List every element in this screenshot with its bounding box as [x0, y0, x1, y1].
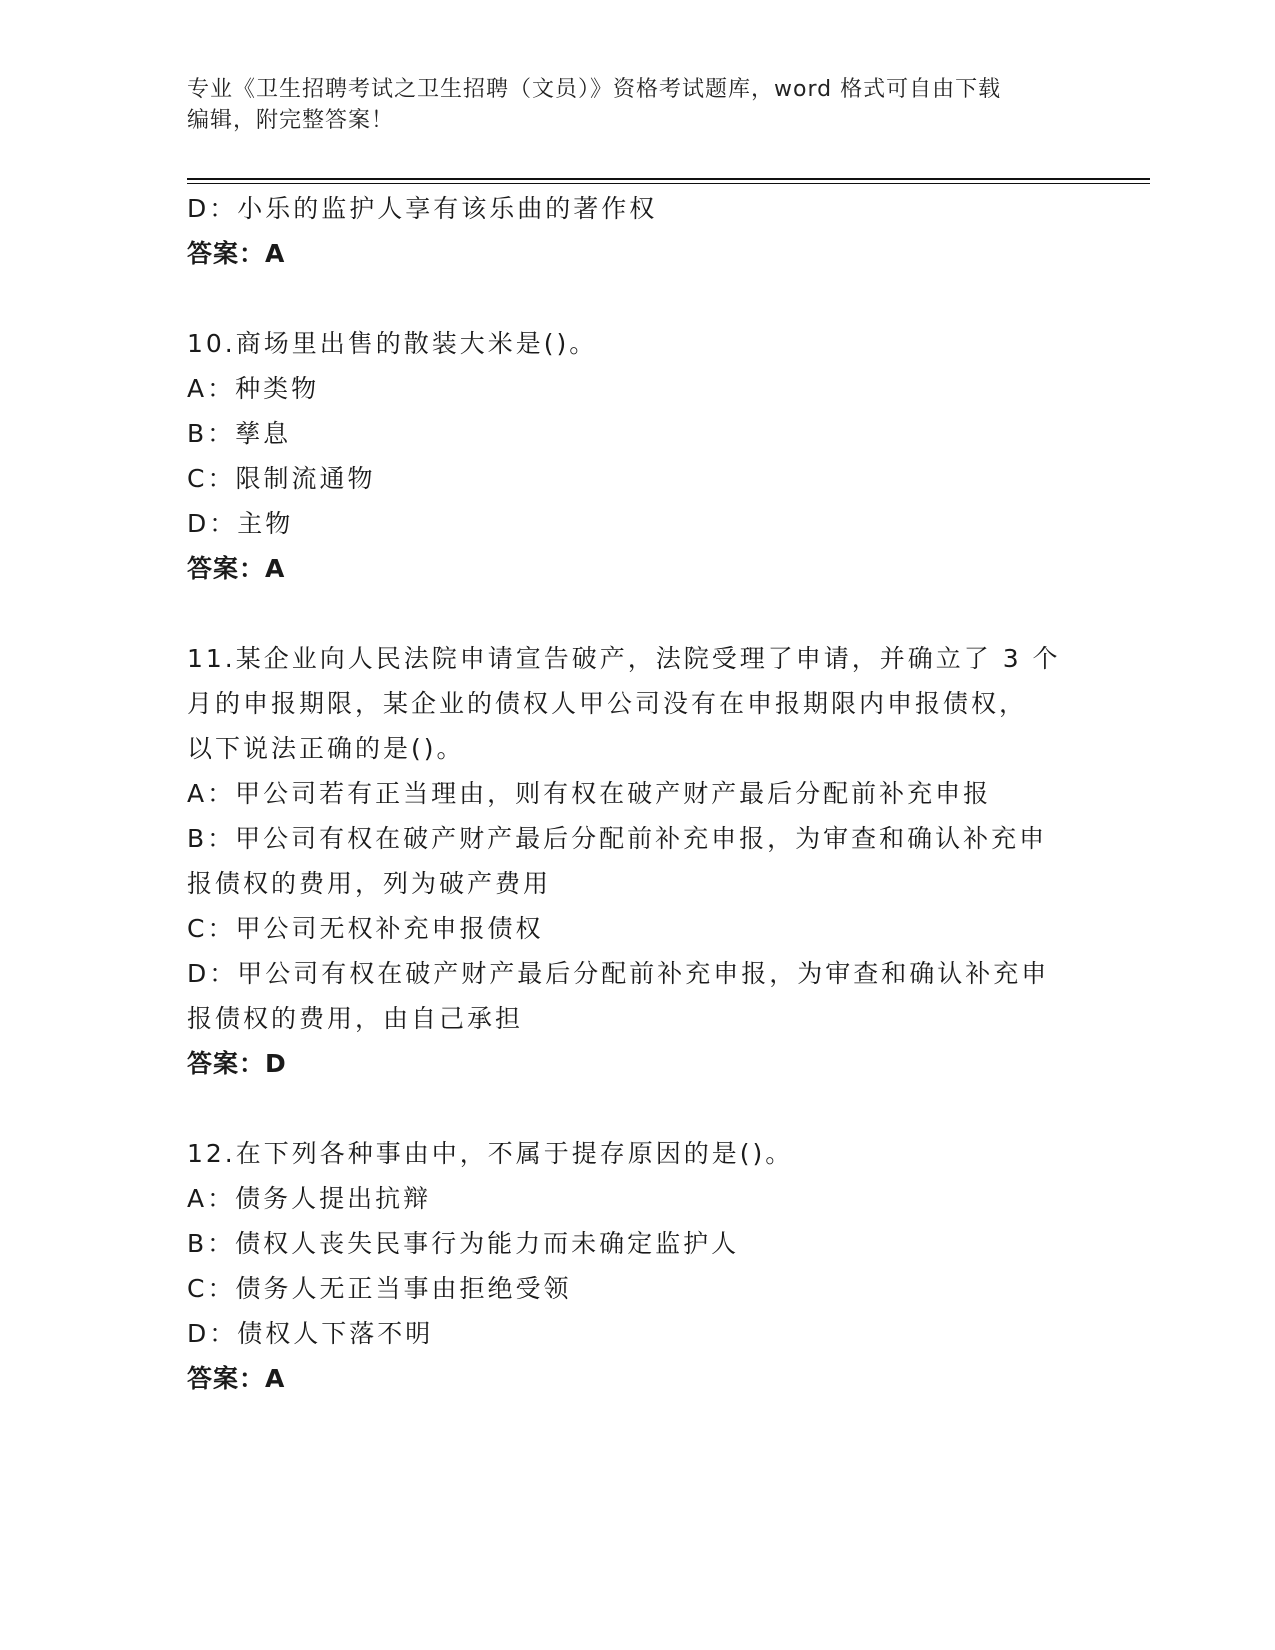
- question-12-option-a: A：债务人提出抗辩: [187, 1184, 432, 1213]
- question-12-stem: 12.在下列各种事由中，不属于提存原因的是()。: [187, 1139, 794, 1168]
- header-line-2: 编辑，附完整答案！: [187, 108, 395, 133]
- question-11-option-b: B：甲公司有权在破产财产最后分配前补充申报，为审查和确认补充申: [187, 824, 1048, 853]
- header-divider-thick: [187, 178, 1150, 180]
- question-11-stem-line-1: 11.某企业向人民法院申请宣告破产，法院受理了申请，并确立了 3 个: [187, 644, 1061, 673]
- question-10-option-d: D：主物: [187, 509, 294, 538]
- question-12-option-b: B：债权人丧失民事行为能力而未确定监护人: [187, 1229, 740, 1258]
- question-11-option-c: C：甲公司无权补充申报债权: [187, 914, 544, 943]
- question-10-option-b: B：孳息: [187, 419, 292, 448]
- prev-option-d: D：小乐的监护人享有该乐曲的著作权: [187, 194, 658, 223]
- page-header: [187, 74, 1087, 136]
- question-12-answer: 答案：A: [187, 1364, 286, 1393]
- question-11-option-b-cont: 报债权的费用，列为破产费用: [187, 869, 552, 898]
- prev-answer: 答案：A: [187, 239, 286, 268]
- question-11-option-a: A：甲公司若有正当理由，则有权在破产财产最后分配前补充申报: [187, 779, 992, 808]
- question-10-option-c: C：限制流通物: [187, 464, 376, 493]
- question-11-stem-line-2: 月的申报期限，某企业的债权人甲公司没有在申报期限内申报债权，: [187, 689, 1028, 718]
- question-11: [187, 636, 1087, 1086]
- question-11-option-d-cont: 报债权的费用，由自己承担: [187, 1004, 524, 1033]
- question-12: [187, 1131, 1087, 1401]
- header-line-1: 专业《卫生招聘考试之卫生招聘（文员）》资格考试题库，word 格式可自由下载: [187, 77, 1002, 102]
- question-12-option-c: C：债务人无正当事由拒绝受领: [187, 1274, 572, 1303]
- question-10-answer: 答案：A: [187, 554, 286, 583]
- question-10: [187, 321, 1087, 591]
- question-content: [187, 186, 1087, 1401]
- question-11-option-d: D：甲公司有权在破产财产最后分配前补充申报，为审查和确认补充申: [187, 959, 1050, 988]
- question-12-option-d: D：债权人下落不明: [187, 1319, 434, 1348]
- question-10-stem: 10.商场里出售的散装大米是()。: [187, 329, 598, 358]
- question-10-option-a: A：种类物: [187, 374, 320, 403]
- question-11-stem-line-3: 以下说法正确的是()。: [187, 734, 465, 763]
- question-11-answer: 答案：D: [187, 1049, 287, 1078]
- header-divider-thin: [187, 183, 1150, 184]
